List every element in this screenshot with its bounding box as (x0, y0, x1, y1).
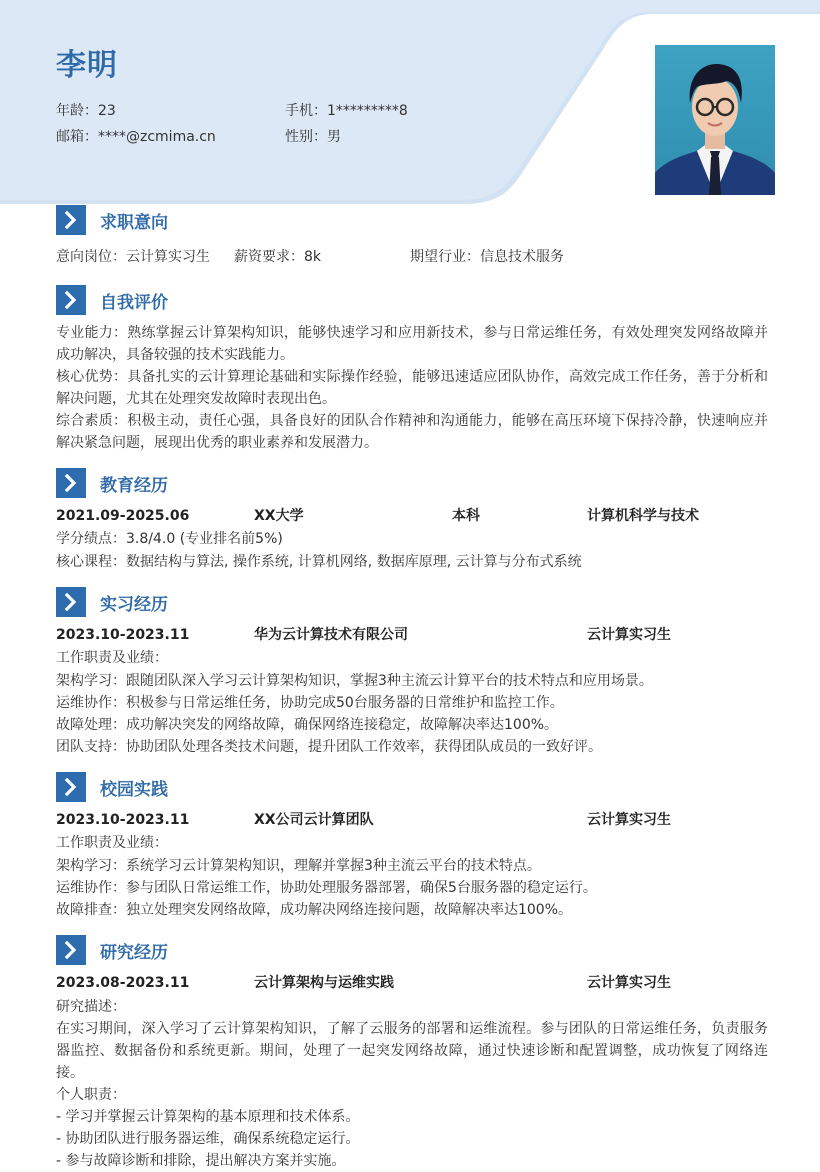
research-project: 云计算架构与运维实践 (254, 975, 394, 991)
section-education (56, 468, 168, 498)
education-gpa: 学分绩点：3.8/4.0 (专业排名前5%) (56, 531, 283, 547)
education-courses: 核心课程：数据结构与算法, 操作系统, 计算机网络, 数据库原理, 云计算与分布式系统 (56, 554, 582, 570)
section-job-intention (56, 205, 168, 235)
section-title: 校园实践 (100, 779, 168, 800)
profile-photo (655, 45, 775, 195)
research-role: 云计算实习生 (587, 975, 671, 991)
section-research (56, 935, 168, 965)
education-degree: 本科 (452, 508, 480, 524)
self-eval-strength: 核心优势：具备扎实的云计算理论基础和实际操作经验，能够迅速适应团队协作，高效完成工作任务，善于分析和解决问题，尤其在处理突发故障时表现出色。 (56, 369, 768, 407)
job-industry: 期望行业：信息技术服务 (410, 249, 564, 265)
self-eval-quality: 综合素质：积极主动，责任心强，具备良好的团队合作精神和沟通能力，能够在高压环境下保持冷静，快速响应并解决紧急问题，展现出优秀的职业素养和发展潜力。 (56, 413, 768, 451)
research-period: 2023.08-2023.11 (56, 975, 190, 991)
chevron-right-icon (56, 935, 86, 965)
campus-row (56, 809, 768, 831)
age: 年龄：23 (56, 103, 116, 119)
research-duty: - 参与故障诊断和排除，提出解决方案并实施。 (56, 1153, 346, 1169)
gender: 性别：男 (285, 129, 341, 145)
section-title: 求职意向 (100, 212, 168, 233)
section-title: 自我评价 (100, 292, 168, 313)
section-self-evaluation (56, 285, 168, 315)
campus-org: XX公司云计算团队 (254, 812, 374, 828)
section-title: 实习经历 (100, 594, 168, 615)
education-row (56, 505, 768, 527)
chevron-right-icon (56, 468, 86, 498)
self-eval-professional: 专业能力：熟练掌握云计算架构知识，能够快速学习和应用新技术，参与日常运维任务，有效处理突发网络故障并成功解决，具备较强的技术实践能力。 (56, 325, 768, 363)
section-internship (56, 587, 168, 617)
internship-item: 团队支持：协助团队处理各类技术问题，提升团队工作效率，获得团队成员的一致好评。 (56, 739, 602, 755)
internship-role: 云计算实习生 (587, 627, 671, 643)
research-duty: - 学习并掌握云计算架构的基本原理和技术体系。 (56, 1109, 360, 1125)
internship-company: 华为云计算技术有限公司 (254, 627, 408, 643)
campus-item: 架构学习：系统学习云计算架构知识，理解并掌握3种主流云平台的技术特点。 (56, 858, 541, 874)
section-title: 研究经历 (100, 942, 168, 963)
research-desc-label: 研究描述： (56, 999, 126, 1015)
job-position: 意向岗位：云计算实习生 (56, 249, 210, 265)
internship-period: 2023.10-2023.11 (56, 627, 190, 643)
email: 邮箱：****@zcmima.cn (56, 129, 216, 145)
education-school: XX大学 (254, 508, 304, 524)
campus-role: 云计算实习生 (587, 812, 671, 828)
job-salary: 薪资要求：8k (234, 249, 322, 265)
internship-item: 故障处理：成功解决突发的网络故障，确保网络连接稳定，故障解决率达100%。 (56, 717, 559, 733)
campus-period: 2023.10-2023.11 (56, 812, 190, 828)
internship-item: 运维协作：积极参与日常运维任务，协助完成50台服务器的日常维护和监控工作。 (56, 695, 564, 711)
research-duty-label: 个人职责： (56, 1087, 126, 1103)
section-campus (56, 772, 168, 802)
campus-label: 工作职责及业绩： (56, 835, 168, 851)
education-major: 计算机科学与技术 (587, 508, 699, 524)
chevron-right-icon (56, 205, 86, 235)
phone: 手机：1*********8 (285, 103, 408, 119)
chevron-right-icon (56, 772, 86, 802)
section-title: 教育经历 (100, 475, 168, 496)
research-duty: - 协助团队进行服务器运维，确保系统稳定运行。 (56, 1131, 360, 1147)
internship-row (56, 624, 768, 646)
campus-item: 运维协作：参与团队日常运维工作，协助处理服务器部署，确保5台服务器的稳定运行。 (56, 880, 597, 896)
research-row (56, 972, 768, 994)
chevron-right-icon (56, 587, 86, 617)
research-desc: 在实习期间，深入学习了云计算架构知识，了解了云服务的部署和运维流程。参与团队的日常运维任务，负责服务器监控、数据备份和系统更新。期间，处理了一起突发网络故障，通过快速诊断和配置调整，成功恢复了网络连接。 (56, 1021, 768, 1081)
chevron-right-icon (56, 285, 86, 315)
internship-item: 架构学习：跟随团队深入学习云计算架构知识，掌握3种主流云计算平台的技术特点和应用场景。 (56, 673, 653, 689)
education-period: 2021.09-2025.06 (56, 508, 190, 524)
candidate-name: 李明 (56, 48, 118, 83)
internship-label: 工作职责及业绩： (56, 650, 168, 666)
campus-item: 故障排查：独立处理突发网络故障，成功解决网络连接问题，故障解决率达100%。 (56, 902, 573, 918)
